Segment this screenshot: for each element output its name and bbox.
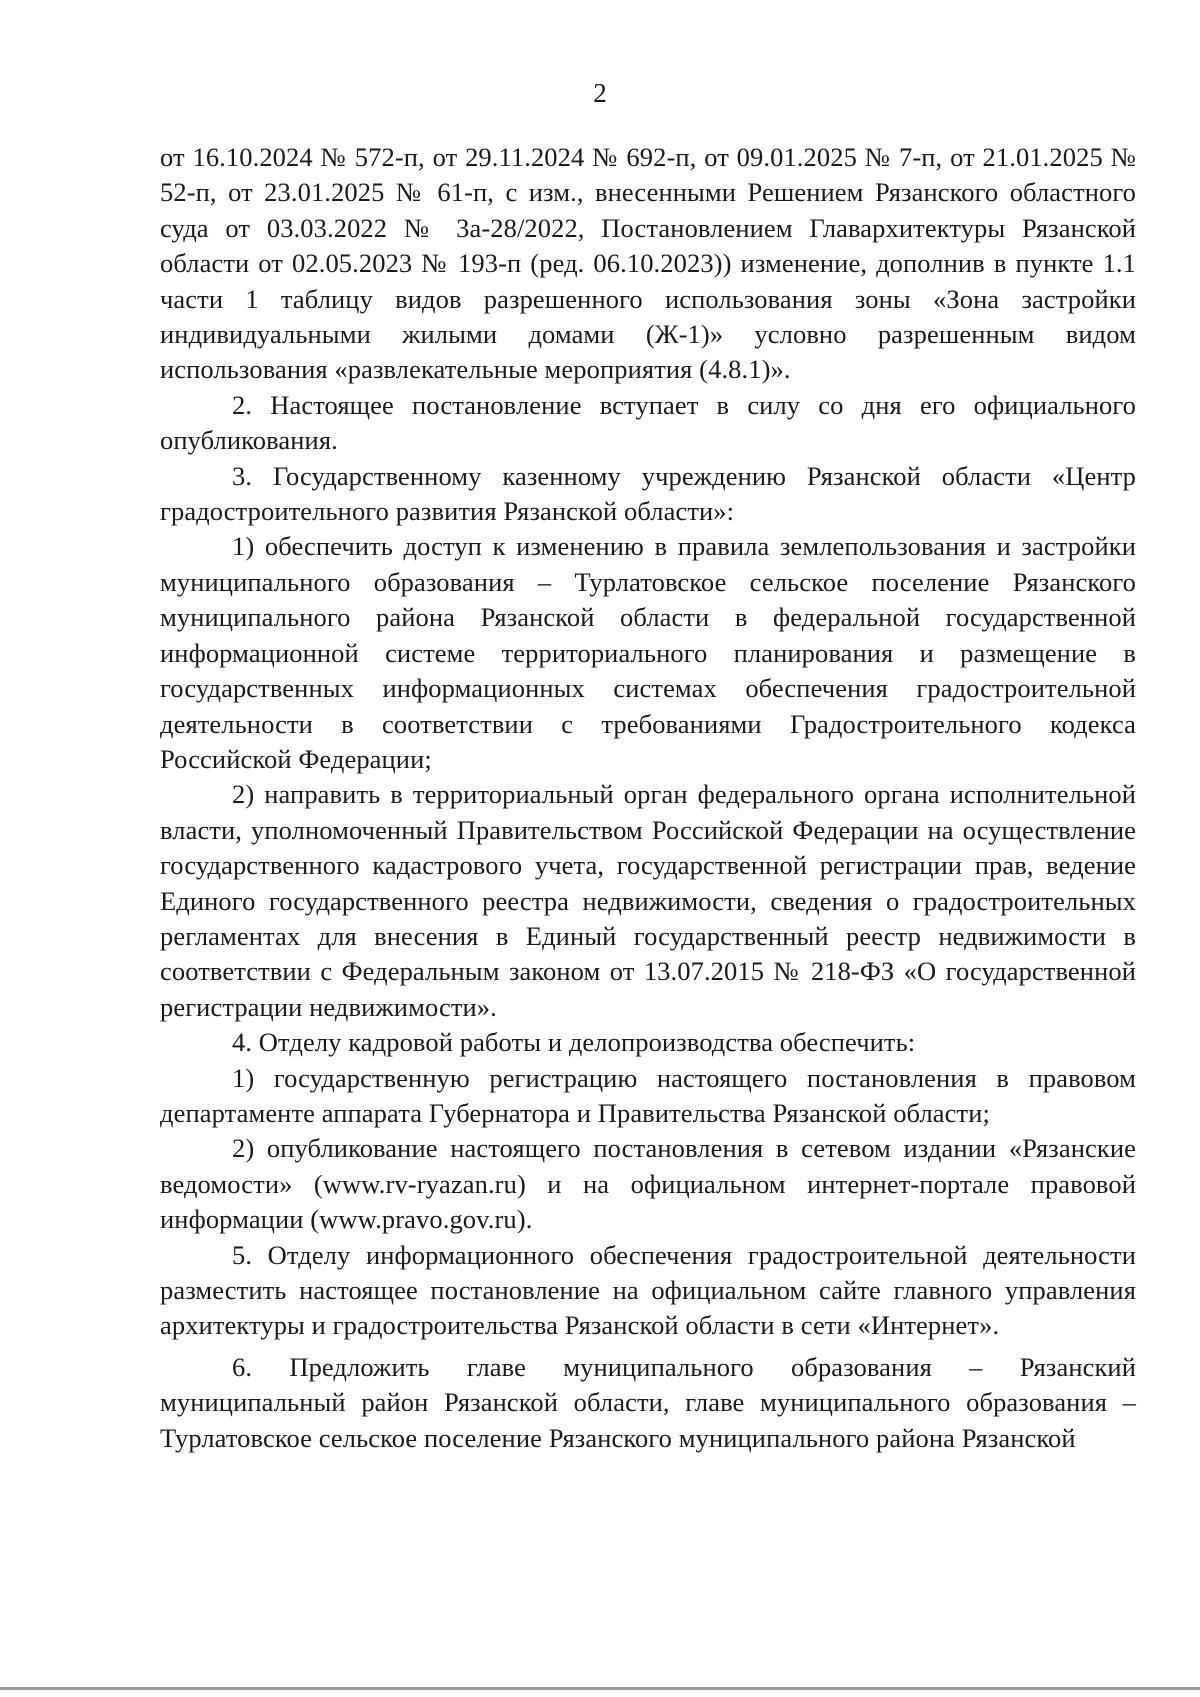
paragraph-3-1-access: 1) обеспечить доступ к изменению в правила землепользования и застройки муниципального образования – Турлатовское сельское поселение Рязанского муниципального района Рязанской области в федеральной государственной информационной системе территориального планирования и размещение в государственных информационных системах обеспечения градостроительной деятельности в соответствии с требованиями Градостроительного кодекса Российской Федерации; [160,531,1136,774]
paragraph-4-2-publication: 2) опубликование настоящего постановления в сетевом издании «Рязанские ведомости» (www.rv-ryazan.ru) и на официальном интернет-портале правовой информации (www.pravo.gov.ru). [160,1133,1136,1235]
paragraph-6-proposal: 6. Предложить главе муниципального образования – Рязанский муниципальный район Рязанской области, главе муниципального образования – Турлатовское сельское поселение Рязанского муниципального района Рязанской [160,1351,1136,1453]
paragraph-4-1-registration: 1) государственную регистрацию настоящего постановления в правовом департаменте аппарата Губернатора и Правительства Рязанской области; [160,1062,1136,1128]
paragraph-amendment-continuation: от 16.10.2024 № 572-п, от 29.11.2024 № 692-п, от 09.01.2025 № 7-п, от 21.01.2025 № 52-п, от 23.01.2025 № 61-п, с изм., внесенными Решением Рязанского областного суда от 03.03.2022 № 3а-28/2022, Постановлением Главархитектуры Рязанской области от 02.05.2023 № 193-п (ред. 06.10.2023)) изменение, дополнив в пункте 1.1 части 1 таблицу видов разрешенного использования зоны «Зона застройки индивидуальными жилыми домами (Ж-1)» условно разрешенным видом использования «развлекательные мероприятия (4.8.1)». [160,142,1136,385]
bottom-scan-edge [0,1687,1200,1690]
paragraph-3-2-direct: 2) направить в территориальный орган федерального органа исполнительной власти, уполномоченный Правительством Российской Федерации на осуществление государственного кадастрового учета, государственной регистрации прав, ведение Единого государственного реестра недвижимости, сведения о градостроительных регламентах для внесения в Единый государственный реестр недвижимости в соответствии с Федеральным законом от 13.07.2015 № 218-ФЗ «О государственной регистрации недвижимости». [160,779,1136,1022]
paragraph-4-records-department: 4. Отделу кадровой работы и делопроизводства обеспечить: [232,1027,916,1058]
paragraph-5-information-department: 5. Отделу информационного обеспечения градостроительной деятельности разместить настоящее постановление на официальном сайте главного управления архитектуры и градостроительства Рязанской области в сети «Интернет». [160,1239,1136,1341]
paragraph-3-center-instruction: 3. Государственному казенному учреждению Рязанской области «Центр градостроительного развития Рязанской области»: [160,460,1136,527]
document-body [160,140,1136,1456]
page-number: 2 [593,78,607,108]
paragraph-2-entry-into-force: 2. Настоящее постановление вступает в силу со дня его официального опубликования. [160,389,1136,456]
